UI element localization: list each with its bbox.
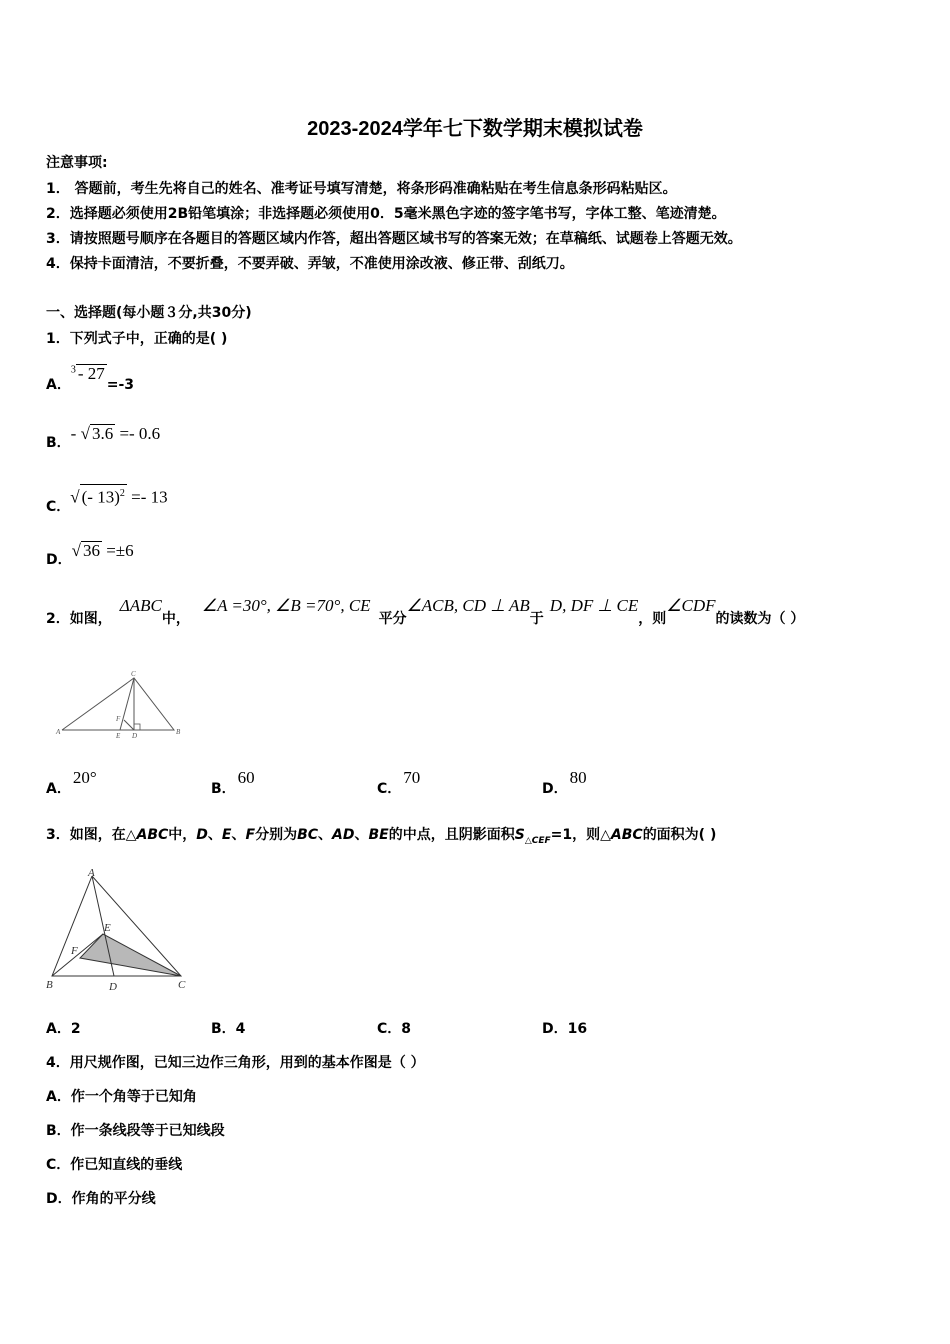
q1-a-rest: =-3	[106, 377, 135, 393]
q2-right-angle-mark	[134, 724, 140, 730]
q2-label-d: D	[132, 732, 138, 740]
q3-d-label: D．	[542, 1021, 568, 1037]
q2-a-label: A．	[46, 781, 71, 797]
q1-a-label: A．	[46, 377, 71, 393]
q1-d-radical-sign: √	[71, 541, 81, 560]
q2-math-3: ∠ACB, CD ⊥ AB	[406, 596, 530, 615]
q3-text-5: =1，则△	[550, 827, 611, 843]
q2-math-5: ∠CDF	[666, 596, 716, 615]
q1-c-label: C．	[46, 498, 71, 515]
q3-abc-2: ABC	[610, 827, 643, 843]
q2-c-label: C．	[377, 781, 402, 797]
q1-c-radicand: (- 13)	[81, 487, 120, 507]
q3-label-c: C	[178, 979, 186, 991]
q1-stem: 1．下列式子中，正确的是( )	[46, 331, 228, 347]
q1-d-radicand: 36	[82, 541, 100, 560]
q1-b-radical-sign: √	[80, 424, 90, 443]
q3-label-d: D	[109, 981, 117, 993]
q3-f: F	[245, 827, 256, 843]
q3-option-b	[211, 1018, 245, 1038]
q1-b-rest: =- 0.6	[115, 424, 161, 443]
q4-option-a: A．作一个角等于已知角	[46, 1089, 197, 1105]
q2-option-a	[46, 768, 97, 797]
q1-a-radicand: - 27	[77, 364, 105, 383]
q3-bc: BC	[297, 827, 319, 843]
q3-text-1: 3．如图，在△	[46, 827, 137, 843]
q1-option-c	[46, 484, 168, 515]
notice-item-1: 1． 答题前，考生先将自己的姓名、准考证号填写清楚，将条形码准确粘贴在考生信息条形码粘贴区。	[46, 181, 677, 197]
q4-stem: 4．用尺规作图，已知三边作三角形，用到的基本作图是（ ）	[46, 1055, 425, 1071]
q3-c-value: 8	[401, 1021, 412, 1037]
q3-text-6: 的面积为( )	[642, 827, 717, 843]
q2-b-label: B．	[211, 781, 236, 797]
q3-d: D	[196, 827, 208, 843]
notice-item-3: 3．请按照题号顺序在各题目的答题区域内作答，超出答题区域书写的答案无效；在草稿纸、试题卷上答题无效。	[46, 231, 742, 247]
q2-stem	[46, 596, 805, 627]
q1-option-b	[46, 424, 161, 451]
q2-d-label: D．	[542, 781, 568, 797]
q1-option-d	[46, 541, 134, 568]
q4-option-d: D．作角的平分线	[46, 1191, 156, 1207]
q2-text-3: 平分	[378, 611, 407, 627]
q2-segment-df	[124, 720, 134, 730]
q1-b-pre: -	[70, 424, 81, 443]
q3-option-c	[377, 1018, 411, 1038]
q1-a-math	[71, 364, 107, 383]
q4-option-c: C．作已知直线的垂线	[46, 1157, 183, 1173]
q2-label-b: B	[176, 728, 181, 736]
q3-d-value: 16	[567, 1021, 588, 1037]
notice-item-2: 2．选择题必须使用2B铅笔填涂；非选择题必须使用0．5毫米黑色字迹的签字笔书写，字体工整、笔迹清楚。	[46, 206, 726, 222]
q3-sep-4: 、	[354, 827, 369, 843]
q3-abc-1: ABC	[136, 827, 169, 843]
q3-a-value: 2	[70, 1021, 81, 1037]
q3-stem	[46, 824, 716, 846]
q3-label-a: A	[88, 867, 95, 879]
q4-option-b: B．作一条线段等于已知线段	[46, 1123, 225, 1139]
q3-subscript: △CEF	[524, 835, 551, 846]
q2-math-1: ΔABC	[119, 596, 162, 615]
q3-text-3: 分别为	[255, 827, 298, 843]
q2-text-5: ，则	[638, 611, 667, 627]
q3-sep-1: 、	[207, 827, 222, 843]
q3-sep-2: 、	[231, 827, 246, 843]
q2-c-value: 70	[403, 768, 421, 787]
q3-text-4: 的中点，且阴影面积	[388, 827, 515, 843]
q2-text-6: 的读数为（ ）	[715, 611, 805, 627]
q1-c-radicand-wrap	[80, 484, 127, 507]
q1-c-radical-sign: √	[70, 487, 80, 507]
q3-triangle-figure	[44, 864, 194, 994]
q3-text-2: 中，	[168, 827, 197, 843]
q2-math-2: ∠A =30°, ∠B =70°, CE	[201, 596, 371, 615]
q2-segment-ce	[120, 678, 134, 730]
q1-d-rest: =±6	[101, 541, 134, 560]
q2-b-value: 60	[237, 768, 255, 787]
q3-e: E	[221, 827, 232, 843]
q2-text-2: 中，	[161, 611, 190, 627]
q2-option-d	[542, 768, 587, 797]
q2-label-a: A	[56, 728, 61, 736]
q2-label-c: C	[131, 670, 136, 678]
q2-label-f: F	[116, 715, 121, 723]
q2-option-b	[211, 768, 255, 797]
q2-text-4: 于	[529, 611, 544, 627]
q2-triangle-figure	[52, 668, 192, 748]
q3-label-e: E	[104, 922, 111, 934]
q3-c-label: C．	[377, 1021, 402, 1037]
q2-d-value: 80	[569, 768, 587, 787]
notice-heading: 注意事项:	[46, 155, 108, 171]
q1-c-exponent: 2	[119, 488, 125, 499]
q2-text-1: 2．如图，	[46, 611, 112, 627]
q3-a-label: A．	[46, 1021, 71, 1037]
q3-b-value: 4	[235, 1021, 246, 1037]
q3-sep-3: 、	[318, 827, 333, 843]
q2-option-c	[377, 768, 421, 797]
page-title: 2023-2024学年七下数学期末模拟试卷	[307, 118, 643, 140]
q1-b-radicand: 3.6	[91, 424, 114, 443]
notice-item-4: 4．保持卡面清洁，不要折叠，不要弄破、弄皱，不准使用涂改液、修正带、刮纸刀。	[46, 256, 574, 272]
q1-a-index: 3	[70, 364, 76, 376]
q3-s: S	[514, 827, 525, 843]
q3-option-d	[542, 1018, 587, 1038]
q2-label-e: E	[116, 732, 121, 740]
q3-b-label: B．	[211, 1021, 236, 1037]
q2-math-4: D, DF ⊥ CE	[549, 596, 639, 615]
q2-a-value: 20°	[72, 768, 97, 787]
q3-be: BE	[368, 827, 389, 843]
q1-b-label: B．	[46, 435, 71, 451]
q1-option-a	[46, 364, 135, 393]
q3-label-f: F	[71, 945, 78, 957]
q3-label-b: B	[46, 979, 53, 991]
q3-option-a	[46, 1018, 81, 1038]
section-heading: 一、选择题(每小题３分,共30分)	[46, 305, 252, 321]
q1-d-label: D．	[46, 552, 72, 568]
q1-c-rest: =- 13	[126, 487, 168, 507]
q3-ad: AD	[332, 827, 355, 843]
